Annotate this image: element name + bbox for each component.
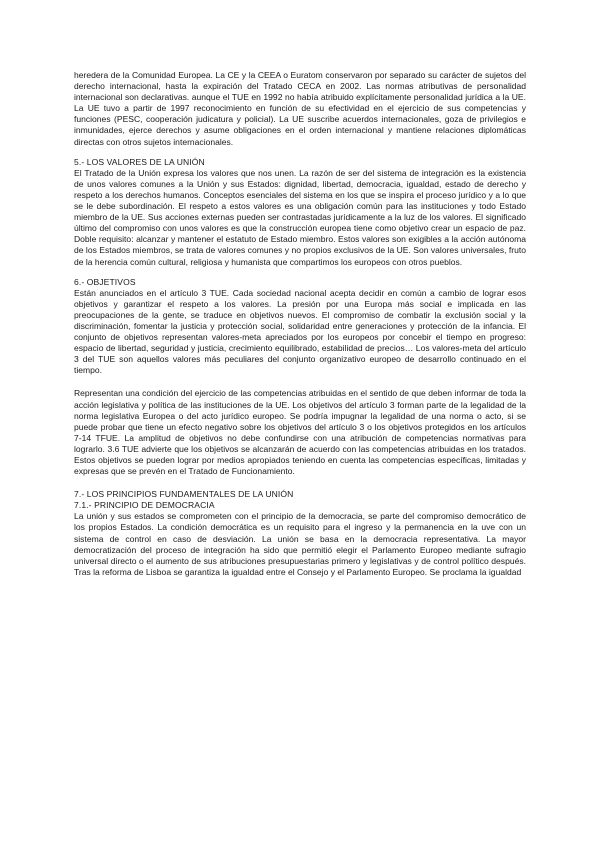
document-page [74, 70, 526, 578]
section-6-paragraph-1: Están anunciados en el artículo 3 TUE. Cada sociedad nacional acepta decidir en común a cambio de lograr esos objetivos y garantizar el respeto a los valores. La presión por una Europa más social e implicada en las preocupaciones de la gente, se traduce en objetivos nuevos. El compromiso de combatir la exclusión social y la discriminación, fomentar la justicia y protección social, solidaridad entre generaciones y protección de la infancia. El conjunto de objetivos representan valores-meta apreciados por los europeos por concebir el tiempo en progreso: espacio de libertad, seguridad y justicia, crecimiento equilibrado, estabilidad de precios… Los valores-meta del artículo 3 del TUE son aquellos valores más peculiares del conjunto organizativo europeo de desarrollo continuado en el tiempo. [74, 287, 526, 376]
section-6-paragraph-2: Representan una condición del ejercicio de las competencias atribuidas en el sentido de que deben informar de toda la acción legislativa y política de las instituciones de la UE. Los objetivos del artículo 3 forman parte de la legalidad de la norma legislativa Europea o del acto jurídico europeo. Se podría impugnar la legalidad de una norma o acto, si se puede probar que tiene un efecto negativo sobre los objetivos del artículo 3 o los objetivos protegidos en los artículos 7-14 TFUE. La amplitud de objetivos no debe confundirse con una atribución de competencias normativas para lograrlo. 3.6 TUE advierte que los objetivos se alcanzarán de acuerdo con las competencias atribuidas en los tratados. Estos objetivos se pueden lograr por medios apropiados teniendo en cuenta las competencias específicas, limitadas y expresas que se prevén en el Tratado de Funcionamiento. [74, 388, 526, 477]
section-7-1-subheading: 7.1.- PRINCIPIO DE DEMOCRACIA [74, 500, 215, 511]
intro-paragraph: heredera de la Comunidad Europea. La CE y la CEEA o Euratom conservaron por separado su carácter de sujetos del derecho internacional, hasta la expiración del Tratado CECA en 2002. Las normas atributivas de personalidad internacional son declarativas. aunque el TUE en 1992 no había atribuido explícitamente personalidad jurídica a la UE. La UE tuvo a partir de 1997 reconocimiento en función de su efectividad en el ejercicio de sus competencias y funciones (PESC, cooperación judicatura y policial). La UE suscribe acuerdos internacionales, goza de privilegios e inmunidades, ejerce derechos y asume obligaciones en el orden internacional y mantiene relaciones diplomáticas directas con otros sujetos internacionales. [74, 70, 526, 147]
section-7-heading: 7.- LOS PRINCIPIOS FUNDAMENTALES DE LA UNIÓN [74, 489, 294, 500]
spacer [74, 376, 526, 388]
section-7-1-paragraph: La unión y sus estados se comprometen con el principio de la democracia, se parte del compromiso democrático de los propios Estados. La condición democrática es un requisito para el ingreso y la permanencia en la uve con un sistema de control en caso de desviación. La unión se basa en la democracia representativa. La mayor democratización del proceso de integración ha sido que permitió elegir el Parlamento Europeo mediante sufragio universal directo o el aumento de sus atribuciones presupuestarias primero y legislativas y de control político después. Tras la reforma de Lisboa se garantiza la igualdad entre el Consejo y el Parlamento Europeo. Se proclama la igualdad [74, 511, 526, 577]
section-6-heading: 6.- OBJETIVOS [74, 276, 136, 287]
spacer [74, 268, 526, 277]
spacer [74, 477, 526, 489]
section-5-paragraph: El Tratado de la Unión expresa los valores que nos unen. La razón de ser del sistema de integración es la existencia de unos valores comunes a la Unión y sus Estados: dignidad, libertad, democracia, igualdad, estado de derecho y respeto a los derechos humanos. Conceptos esenciales del sistema en los que se inspira el proceso jurídico y a lo que se le debe subordinación. El respeto a estos valores es una obligación común para las instituciones y todo Estado miembro de la UE. Sus acciones externas pueden ser contrastadas jurídicamente a la luz de los valores. El significado último del compromiso con unos valores es que la construcción europea tiene como objetivo crear un espacio de paz. Doble requisito: alcanzar y mantener el estatuto de Estado miembro. Estos valores son exigibles a la acción autónoma de los Estados miembros, se trata de valores comunes y no propios exclusivos de la UE. Son valores universales, fruto de la herencia común cultural, religiosa y humanista que compartimos los europeos con otros pueblos. [74, 167, 526, 267]
spacer [74, 148, 526, 157]
section-5-heading: 5.- LOS VALORES DE LA UNIÓN [74, 156, 205, 167]
